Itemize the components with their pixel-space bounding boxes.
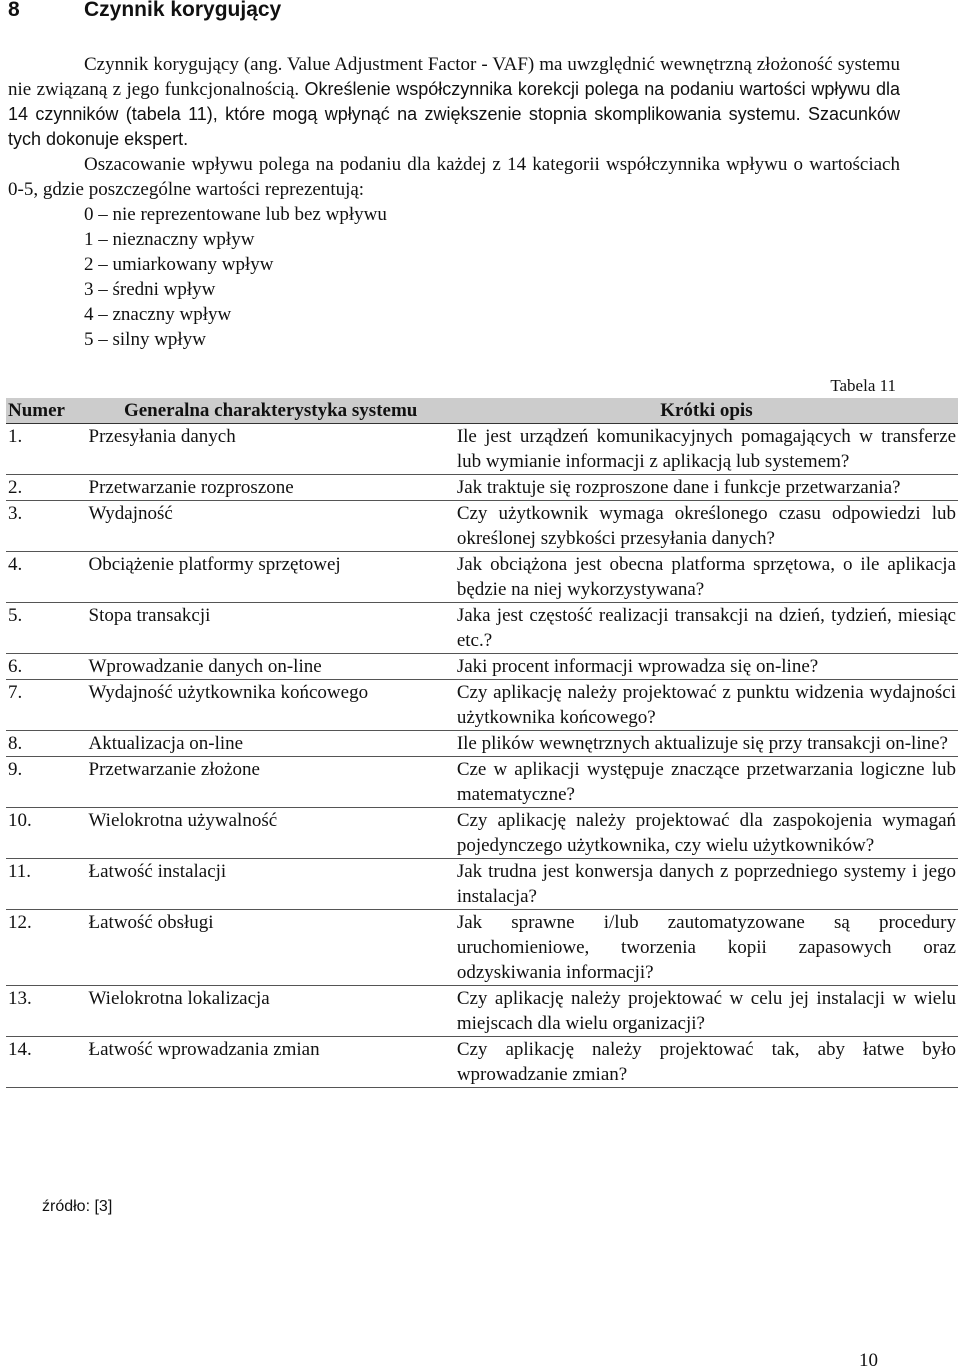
row-number: 7. — [6, 680, 87, 731]
row-number: 9. — [6, 757, 87, 808]
row-description: Jak traktuje się rozproszone dane i funkcje przetwarzania? — [455, 475, 958, 501]
table-row — [6, 757, 958, 808]
section-heading — [8, 0, 281, 22]
row-description: Czy aplikację należy projektować tak, aby łatwe było wprowadzanie zmian? — [455, 1037, 958, 1088]
row-description: Jak sprawne i/lub zautomatyzowane są procedury uruchomieniowe, tworzenia kopii zapasowych oraz odzyskiwania informacji? — [455, 910, 958, 986]
table-row — [6, 654, 958, 680]
impact-scale-list — [8, 202, 900, 352]
row-number: 13. — [6, 986, 87, 1037]
row-description: Ile jest urządzeń komunikacyjnych pomagających w transferze lub wymianie informacji z aplikacją lub systemem? — [455, 424, 958, 475]
row-description: Ile plików wewnętrznych aktualizuje się przy transakcji on-line? — [455, 731, 958, 757]
row-characteristic: Łatwość wprowadzania zmian — [87, 1037, 455, 1088]
row-number: 4. — [6, 552, 87, 603]
row-characteristic: Przetwarzanie złożone — [87, 757, 455, 808]
header-number: Numer — [6, 398, 87, 424]
row-number: 8. — [6, 731, 87, 757]
table-row — [6, 910, 958, 986]
row-description: Czy aplikację należy projektować z punktu widzenia wydajności użytkownika końcowego? — [455, 680, 958, 731]
row-number: 5. — [6, 603, 87, 654]
table-row — [6, 603, 958, 654]
row-characteristic: Przesyłania danych — [87, 424, 455, 475]
row-description: Czy aplikację należy projektować w celu jej instalacji w wielu miejscach dla wielu organizacji? — [455, 986, 958, 1037]
row-characteristic: Wydajność — [87, 501, 455, 552]
table-row — [6, 731, 958, 757]
row-characteristic: Aktualizacja on-line — [87, 731, 455, 757]
row-characteristic: Przetwarzanie rozproszone — [87, 475, 455, 501]
row-number: 6. — [6, 654, 87, 680]
row-number: 1. — [6, 424, 87, 475]
scale-item: 4 – znaczny wpływ — [84, 304, 232, 325]
row-number: 12. — [6, 910, 87, 986]
row-number: 10. — [6, 808, 87, 859]
scale-item: 1 – nieznaczny wpływ — [84, 229, 255, 250]
factors-table — [6, 398, 958, 1088]
row-number: 3. — [6, 501, 87, 552]
intro-paragraph-1-serif: Czynnik korygujący (ang. Value Adjustment Factor - VAF) ma uwzględnić wewnętrzną złożoność systemu nie związaną z jego funkcjonalnością. — [8, 54, 900, 100]
header-description: Krótki opis — [455, 398, 958, 424]
intro-paragraph-1-sans: Określenie współczynnika korekcji polega na podaniu wartości wpływu dla 14 czynników (tabela 11), które mogą wpłynąć na zwiększenie stopnia skomplikowania systemu. Szacunków tych dokonuje ekspert. — [8, 79, 901, 149]
scale-item: 2 – umiarkowany wpływ — [84, 254, 274, 275]
row-characteristic: Obciążenie platformy sprzętowej — [87, 552, 455, 603]
table-caption: Tabela 11 — [830, 376, 896, 395]
source-note: źródło: [3] — [42, 1198, 113, 1215]
scale-item: 0 – nie reprezentowane lub bez wpływu — [84, 204, 387, 225]
section-number: 8 — [8, 0, 20, 21]
table-header-row — [6, 398, 958, 424]
row-description: Jaki procent informacji wprowadza się on-line? — [455, 654, 958, 680]
table-row — [6, 986, 958, 1037]
row-number: 2. — [6, 475, 87, 501]
row-characteristic: Łatwość instalacji — [87, 859, 455, 910]
intro-paragraph-2: Oszacowanie wpływu polega na podaniu dla każdej z 14 kategorii współczynnika wpływu o wartościach 0-5, gdzie poszczególne wartości reprezentują: — [8, 154, 900, 200]
scale-item: 5 – silny wpływ — [84, 329, 206, 350]
intro-text — [8, 52, 900, 352]
row-description: Czy użytkownik wymaga określonego czasu odpowiedzi lub określonej szybkości przesyłania danych? — [455, 501, 958, 552]
table-row — [6, 475, 958, 501]
row-characteristic: Łatwość obsługi — [87, 910, 455, 986]
table-row — [6, 501, 958, 552]
intro-paragraph-1 — [8, 52, 900, 152]
table-row — [6, 859, 958, 910]
table-row — [6, 808, 958, 859]
row-description: Cze w aplikacji występuje znaczące przetwarzania logiczne lub matematyczne? — [455, 757, 958, 808]
table-body — [6, 424, 958, 1088]
row-number: 11. — [6, 859, 87, 910]
row-description: Jaka jest częstość realizacji transakcji na dzień, tydzień, miesiąc etc.? — [455, 603, 958, 654]
header-characteristic: Generalna charakterystyka systemu — [87, 398, 455, 424]
row-characteristic: Wielokrotna używalność — [87, 808, 455, 859]
table-row — [6, 680, 958, 731]
row-description: Jak trudna jest konwersja danych z poprzedniego systemy i jego instalacja? — [455, 859, 958, 910]
row-description: Jak obciążona jest obecna platforma sprzętowa, o ile aplikacja będzie na niej wykorzystywana? — [455, 552, 958, 603]
page-number: 10 — [859, 1350, 878, 1371]
section-title: Czynnik korygujący — [84, 0, 282, 21]
row-description: Czy aplikację należy projektować dla zaspokojenia wymagań pojedynczego użytkownika, czy wielu użytkowników? — [455, 808, 958, 859]
row-characteristic: Stopa transakcji — [87, 603, 455, 654]
table-row — [6, 424, 958, 475]
row-characteristic: Wprowadzanie danych on-line — [87, 654, 455, 680]
scale-item: 3 – średni wpływ — [84, 279, 216, 300]
table-row — [6, 552, 958, 603]
row-characteristic: Wielokrotna lokalizacja — [87, 986, 455, 1037]
row-number: 14. — [6, 1037, 87, 1088]
row-characteristic: Wydajność użytkownika końcowego — [87, 680, 455, 731]
table-row — [6, 1037, 958, 1088]
